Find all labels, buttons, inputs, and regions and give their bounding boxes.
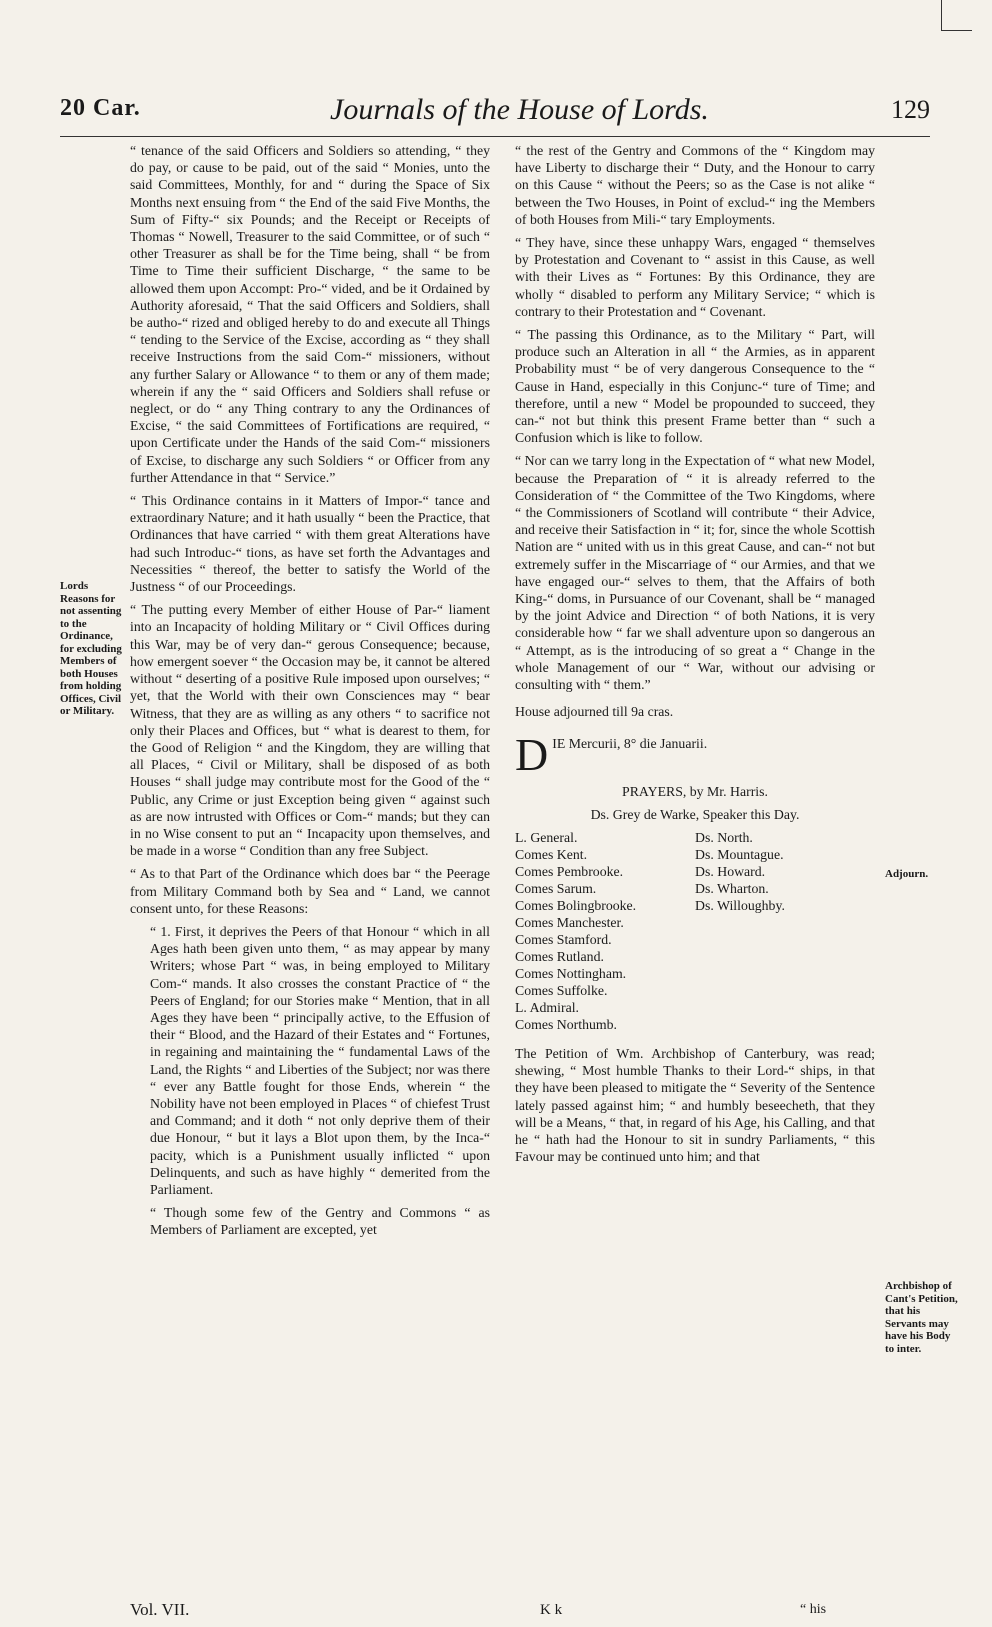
- attendee-name: Comes Pembrooke.: [515, 863, 624, 879]
- attendee-name: L. General.: [515, 829, 578, 845]
- page-number: 129: [891, 95, 930, 124]
- dropcap: D: [515, 734, 549, 775]
- adjourned-line: House adjourned till 9a cras.: [515, 704, 674, 720]
- attendance-list: [515, 829, 875, 1033]
- attendee-name: Ds. Howard.: [695, 863, 766, 879]
- paragraph: “ The passing this Ordinance, as to the Military “ Part, will produce such an Alteration in all “ the Armies, as in apparent Probability must “ be of very dangerous Consequence to the “ Cause in Hand, especially in this Conjunc-“ ture of Time; and therefore, until a new “ Model be propounded to succeed, they can-“ not but think this present Frame better than “ such a Confusion which is like to follow.: [515, 327, 875, 446]
- margin-note-archbishop: Archbishop of Cant's Petition, that his Servants may have his Body to inter.: [885, 1280, 958, 1355]
- attendee-name: Ds. Mountague.: [695, 846, 784, 862]
- attendee-name: Comes Nottingham.: [515, 965, 627, 981]
- attendee-name: Ds. North.: [695, 829, 753, 845]
- margin-note-lords-reasons: Lords Reasons for not assenting to the Ordinance, for excluding Members of both Houses from holding Offices, Civil or Military.: [60, 580, 122, 717]
- header-regnal-year: 20 Car.: [60, 95, 141, 121]
- attendee-name: Comes Rutland.: [515, 948, 604, 964]
- attendee-name: Comes Stamford.: [515, 931, 612, 947]
- attendee-name: Ds. Willoughby.: [695, 897, 785, 913]
- catchword: “ his: [800, 1602, 827, 1617]
- date-heading: [515, 735, 875, 775]
- speaker-line: Ds. Grey de Warke, Speaker this Day.: [590, 806, 800, 822]
- petition-paragraph: The Petition of Wm. Archbishop of Canterbury, was read; shewing, “ Most humble Thanks to their Lord-“ ships, in that they have been pleased to mitigate the “ Severity of the Sentence lately passed against him; “ and humbly beseecheth, that they will be a Means, “ that, in regard of his Age, his Calling, and that he “ hath had the Honour to sit in sundry Parliaments, “ this Favour may be continued unto him; and that: [515, 1045, 875, 1165]
- paragraph: “ Nor can we tarry long in the Expectation of “ what new Model, because the Preparation of “ it is already referred to the Consideration of “ the Committee of the Two Kingdoms, where “ the Commissioners of Scotland will contribute “ their Advice, and receive their Satisfaction in “ it; for, since the whole Scottish Nation are “ united with us in this great Cause, and can-“ not but extremely suffer in the Miscarriage of “ our Armies, and that we have engaged our-“ selves to them, that the Affairs of both King-“ doms, in Pursuance of our Covenant, shall be “ managed by the joint Advice and Direction “ of both Nations, it is very considerable how “ far we shall adventure upon so dangerous an “ Attempt, as is the introducing of so great a “ Change in the whole Management of our “ War, without our advising or consulting with “ them.”: [515, 453, 875, 693]
- page-header: [60, 95, 930, 135]
- attendance-col-right: [695, 829, 875, 1033]
- attendee-name: Ds. Wharton.: [695, 880, 769, 896]
- attendee-name: L. Admiral.: [515, 999, 579, 1015]
- paragraph: “ the rest of the Gentry and Commons of the “ Kingdom may have Liberty to discharge their “ Duty, and the Honour to carry on this Cause “ without the Peers; so as the Case is not alike “ between the Two Houses, in Point of exclud-“ ing the Members of both Houses from Mili-“ tary Employments.: [515, 143, 875, 227]
- paragraph: “ This Ordinance contains in it Matters of Impor-“ tance and extraordinary Nature; and it hath usually “ been the Practice, that Ordinances that have carried “ with them great Alterations have had such Introduc-“ tions, as have set forth the Advantages and Necessities “ thereof, the better to satisfy the World of the Justness “ of our Proceedings.: [130, 493, 490, 595]
- volume-label: Vol. VII.: [130, 1600, 190, 1619]
- attendee-name: Comes Manchester.: [515, 914, 624, 930]
- signature-mark: K k: [540, 1602, 563, 1618]
- margin-note-adjourn: Adjourn.: [885, 868, 929, 880]
- paragraph: “ tenance of the said Officers and Soldiers so attending, “ they do pay, or cause to be paid, out of the said “ Monies, unto the said Committees, Monthly, for and “ during the Space of Six Months next ensuing from “ the End of the said Five Months, the Sum of Fifty-“ six Pounds; and the Receipt or Receipts of Thomas “ Nowell, Treasurer to the said Committee, or of such “ other Treasurer as shall be for the Time being, shall “ be from Time to Time their sufficient Discharge, “ the same to be allowed them upon Accompt: Pro-“ vided, and be it Ordained by Authority aforesaid, “ That the said Officers and Soldiers, shall be autho-“ rized and obliged hereby to do and execute all Things “ tending to the Service of the Excise, according as “ they shall receive Instructions from the said Com-“ missioners, without any further Salary or Allowance “ to them or any of them made; wherein if any the “ said Officers and Soldiers shall refuse or neglect, or do “ any Thing contrary to any the Ordinances of Excise, “ the said Committees of Fortifications are required, “ upon Certificate under the Hands of the said Com-“ missioners of Excise, to discharge any such Soldiers “ or Officer from any further Attendance in that “ Service.”: [130, 143, 490, 485]
- attendee-name: Comes Bolingbrooke.: [515, 897, 637, 913]
- header-title: Journals of the House of Lords.: [330, 93, 709, 126]
- attendance-col-left: [515, 829, 695, 1033]
- header-rule: [60, 136, 930, 137]
- attendee-name: Comes Suffolke.: [515, 982, 608, 998]
- corner-mark: [941, 0, 972, 31]
- attendee-name: Comes Sarum.: [515, 880, 597, 896]
- sub-paragraph: “ Though some few of the Gentry and Commons “ as Members of Parliament are excepted, yet: [150, 1205, 490, 1238]
- attendee-name: Comes Kent.: [515, 846, 588, 862]
- paragraph: “ As to that Part of the Ordinance which does bar “ the Peerage from Military Command both by Sea and “ Land, we cannot consent unto, for these Reasons:: [130, 866, 490, 916]
- prayers-line: PRAYERS, by Mr. Harris.: [622, 783, 768, 799]
- paragraph: “ The putting every Member of either House of Par-“ liament into an Incapacity of holding Military or “ Civil Offices during this War, may be of very dan-“ gerous Consequence; because, how emergent soever “ the Occasion may be, it cannot be altered without “ deserting of a positive Rule imposed upon ourselves; “ yet, that the World with their own Consciences may “ bear Witness, that they are as willing as any others “ to sacrifice not only their Places and Offices, but “ what is dearest to them, for the Good of Religion “ and the Kingdom, they are willing that all Places, “ Civil or Military, shall be disposed of as both Houses “ shall judge may contribute most for the Good of the “ Public, any Crime or just Exception being given “ against such as are now intrusted with Offices or Com-“ mands; but they can in no Wise consent to put an “ Incapacity upon themselves, and be made in a worse “ Condition than any free Subject.: [130, 602, 490, 859]
- right-column: [515, 142, 875, 1171]
- sub-paragraph: “ 1. First, it deprives the Peers of that Honour “ which in all Ages hath been given unto them, “ as may appear by many Writers; whose Part “ was, in being employed to Military Com-“ mands. It also crosses the constant Practice of “ the Peers of England; for our Stories make “ Mention, that in all Ages they have been “ principally active, to the Effusion of their “ Blood, and the Hazard of their Estates and “ Fortunes, in regaining and maintaining the “ fundamental Laws of the Land, the Rights “ and Liberties of the Subject; nor was there “ ever any Battle fought for those Ends, wherein “ the Nobility have not been employed in Places “ of chiefest Trust and Command; and it doth “ not only deprive them of their due Honour, “ but it lays a Blot upon them, by the Inca-“ pacity, which is a Punishment usually inflicted “ upon Delinquents, and such as have highly “ demerited from the Parliament.: [150, 923, 490, 1197]
- attendee-name: Comes Northumb.: [515, 1016, 617, 1032]
- left-column: [130, 142, 490, 1245]
- paragraph: “ They have, since these unhappy Wars, engaged “ themselves by Protestation and Covenant to “ assist in this Cause, as well with their Lives as “ Fortunes: By this Ordinance, they are wholly “ disabled to perform any Military Service; “ which is contrary to their Protestation and “ Covenant.: [515, 235, 875, 319]
- date-line: IE Mercurii, 8° die Januarii.: [552, 735, 708, 751]
